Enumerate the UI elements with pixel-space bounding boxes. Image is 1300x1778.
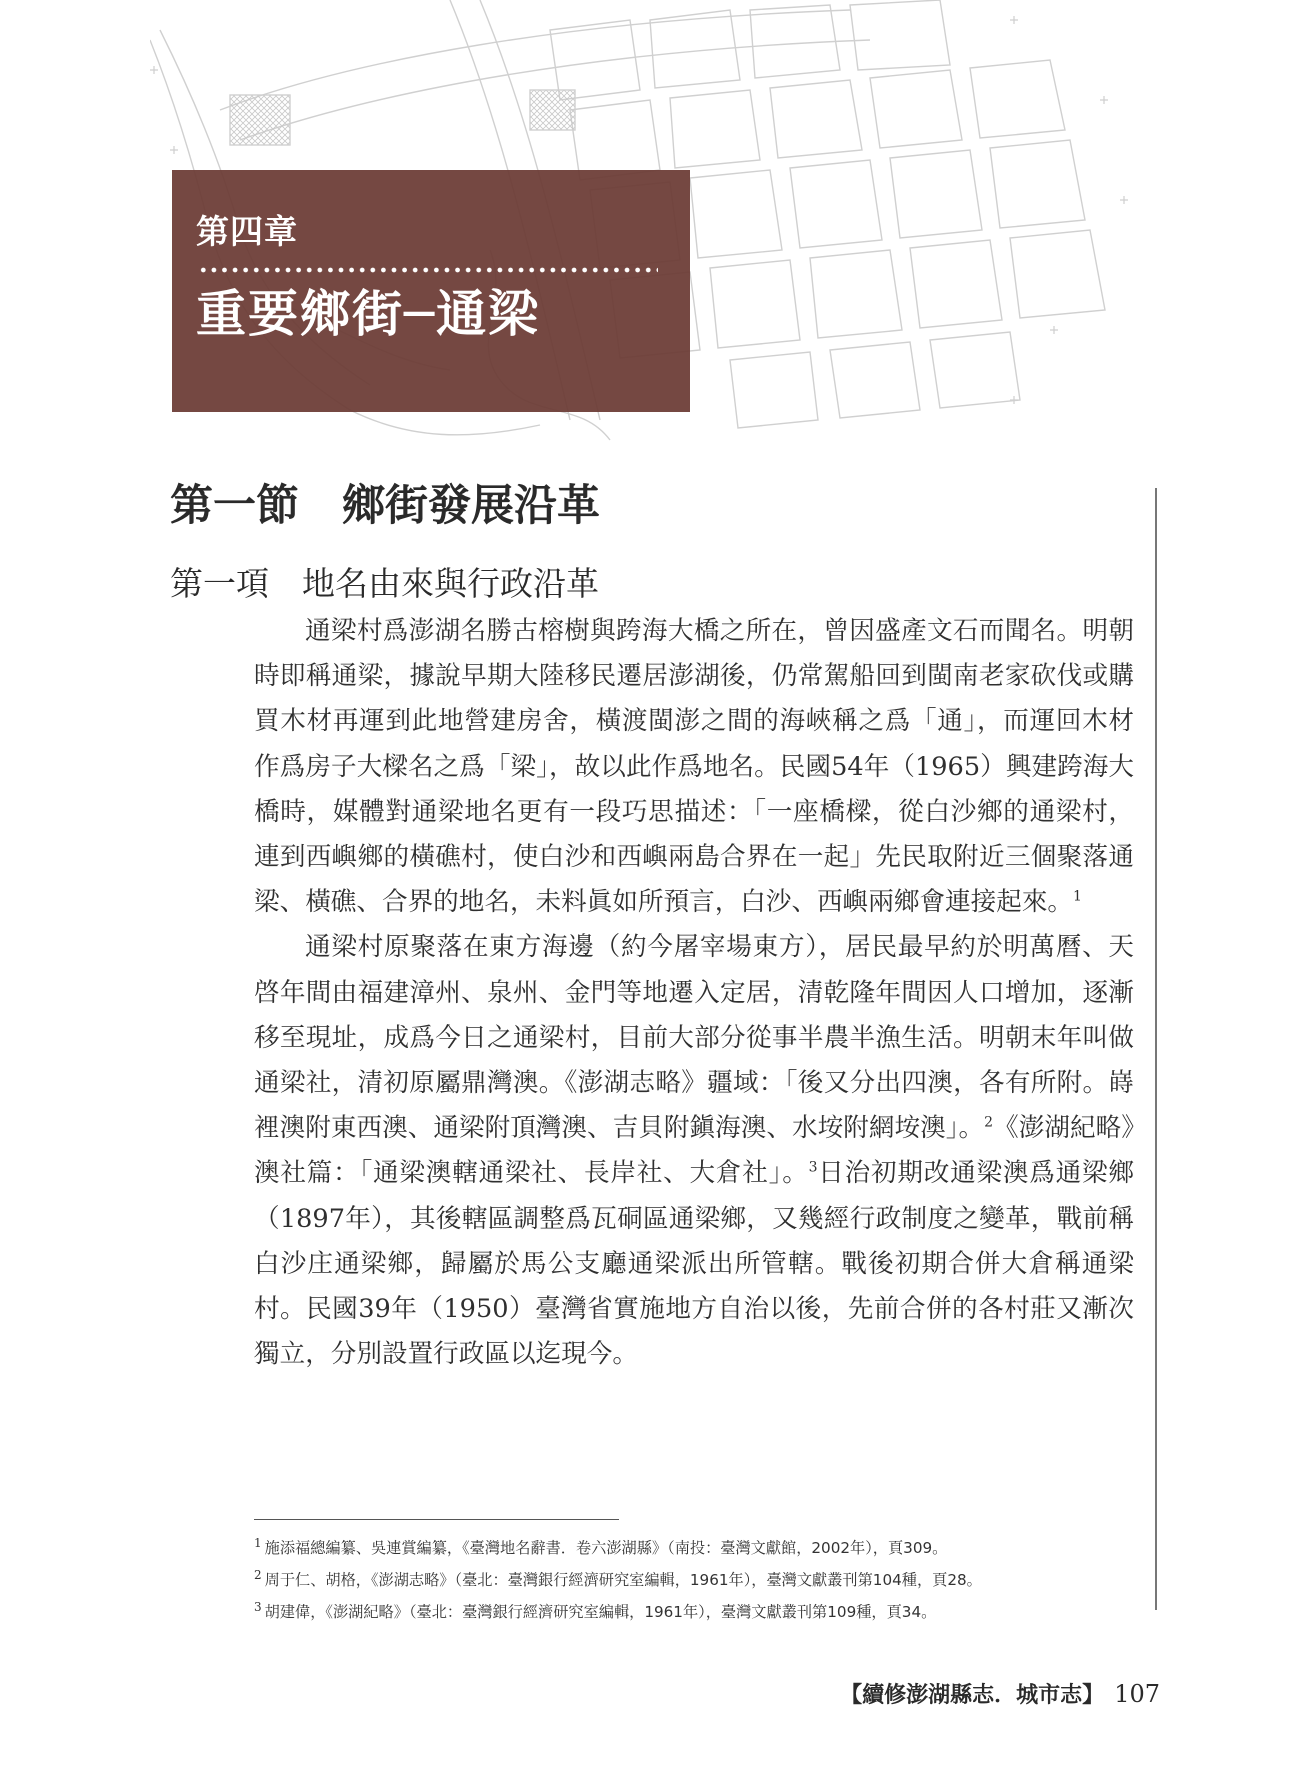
chapter-title: 重要鄉街─通梁 [196, 284, 541, 343]
chapter-heading-box [172, 170, 690, 412]
paragraph-2: 通梁村原聚落在東方海邊（約今屠宰場東方），居民最早約於明萬曆、天啓年間由福建漳州、泉州、金門等地遷入定居，清乾隆年間因人口增加，逐漸移至現址，成爲今日之通梁村，目前大部分從事半農半漁生活。明朝末年叫做通梁社，清初原屬鼎灣澳。《澎湖志略》疆域：「後又分出四澳，各有所附。嵵裡澳附東西澳、通梁附頂灣澳、吉貝附鎭海澳、水垵附網垵澳」。$^2$《澎湖紀略》澳社篇：「通梁澳轄通梁社、長岸社、大倉社」。$^3$日治初期改通梁澳爲通梁鄉（1897年），其後轄區調整爲瓦硐區通梁鄉，又幾經行政制度之變革，戰前稱白沙庄通梁鄉，歸屬於馬公支廳通梁派出所管轄。戰後初期合併大倉稱通梁村。民國39年（1950）臺灣省實施地方自治以後，先前合併的各村莊又漸次獨立，分別設置行政區以迄現今。 [254, 932, 1135, 1370]
body-text [254, 609, 1134, 1377]
chapter-label: 第四章 [196, 212, 298, 251]
paragraph-1: 通梁村爲澎湖名勝古榕樹與跨海大橋之所在，曾因盛產文石而聞名。明朝時即稱通梁，據說早期大陸移民遷居澎湖後，仍常駕船回到閩南老家砍伐或購買木材再運到此地營建房舍，橫渡閩澎之間的海峽稱之爲「通」，而運回木材作爲房子大樑名之爲「梁」，故以此作爲地名。民國54年（1965）興建跨海大橋時，媒體對通梁地名更有一段巧思描述：「一座橋樑，從白沙鄉的通梁村，連到西嶼鄉的橫礁村，使白沙和西嶼兩島合界在一起」先民取附近三個聚落通梁、橫礁、合界的地名，未料眞如所預言，白沙、西嶼兩鄉會連接起來。$^1$ [254, 616, 1134, 918]
footnote-ref-1: 1 [1073, 888, 1082, 905]
dotted-divider [198, 266, 658, 274]
subsection-title: 第一項 地名由來與行政沿革 [170, 564, 599, 603]
page-number: 107 [1114, 1680, 1160, 1708]
footnote-3: $^3$ 胡建偉，《澎湖紀略》（臺北：臺灣銀行經濟研究室編輯，1961年），臺灣文獻叢刊第109種，頁34。 [254, 1600, 937, 1622]
footnote-2: $^2$ 周于仁、胡格，《澎湖志略》（臺北：臺灣銀行經濟研究室編輯，1961年），臺灣文獻叢刊第104種，頁28。 [254, 1568, 982, 1590]
footnotes [254, 1530, 1144, 1626]
section-title: 第一節 鄉街發展沿革 [170, 481, 600, 531]
footnote-1: $^1$ 施添福總編纂、吳連賞編纂，《臺灣地名辭書．卷六澎湖縣》（南投：臺灣文獻館，2002年），頁309。 [254, 1536, 948, 1558]
series-title: 【續修澎湖縣志．城市志】 [840, 1682, 1105, 1708]
footnote-ref-2: 2 [984, 1114, 994, 1131]
page-footer [840, 1678, 1160, 1709]
margin-rule [1155, 488, 1157, 1610]
footnote-ref-3: 3 [808, 1159, 818, 1176]
footnote-divider [254, 1519, 619, 1520]
